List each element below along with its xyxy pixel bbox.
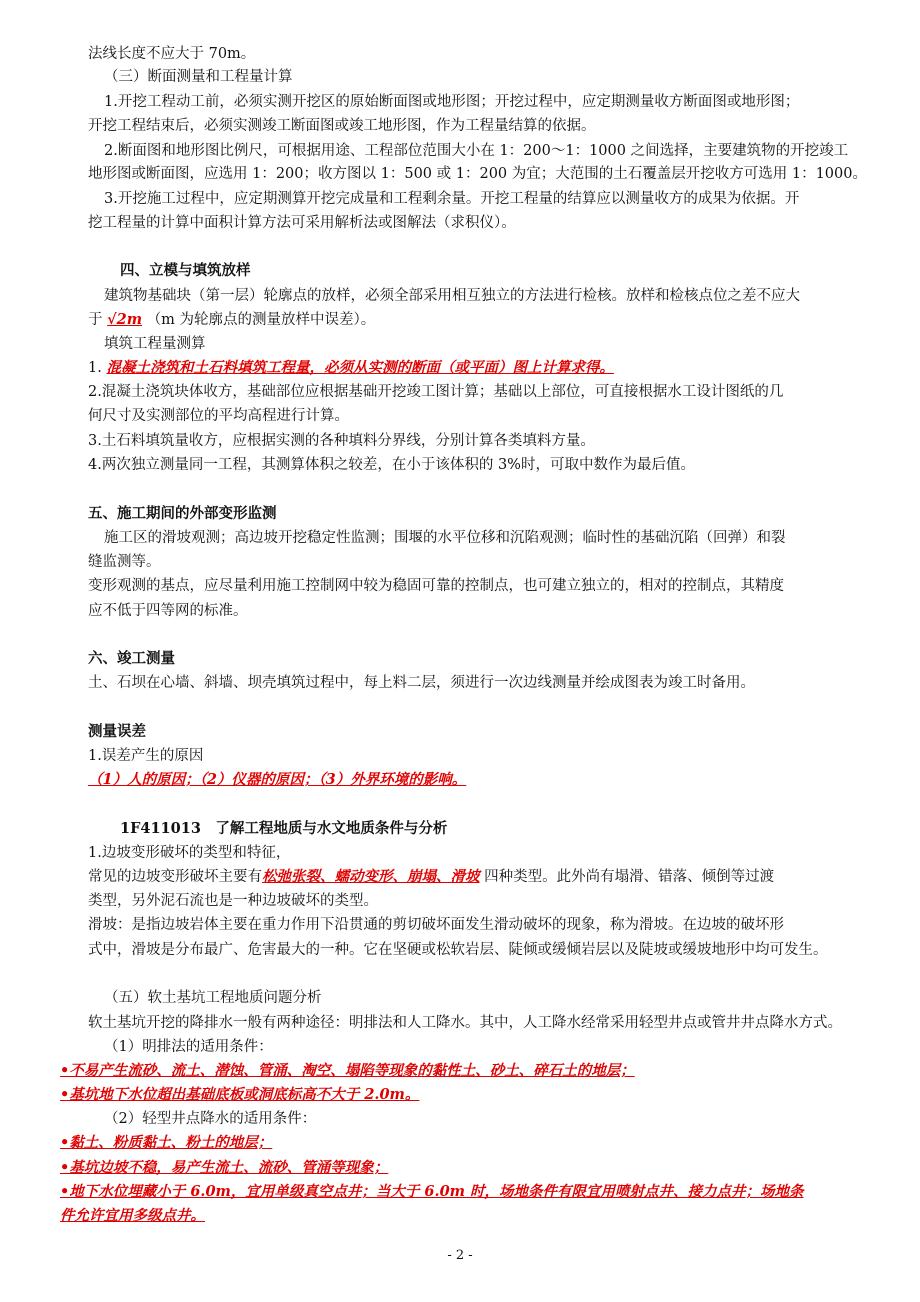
text-line: 挖工程量的计算中面积计算方法可采用解析法或图解法（求积仪）。	[88, 215, 516, 231]
highlight-bullet: •基坑边坡不稳，易产生流土、流砂、管涌等现象；	[60, 1159, 389, 1176]
text-fragment: （m 为轮廓点的测量放样中误差）。	[146, 312, 376, 328]
section-heading: 六、竣工测量	[88, 650, 175, 667]
text-line: 变形观测的基点，应尽量利用施工控制网中较为稳固可靠的控制点，也可建立独立的，相对的控制点，其精度	[88, 578, 784, 594]
highlight-bullet: •基坑地下水位超出基础底板或洞底标高不大于 2.0m。	[60, 1086, 420, 1103]
text-fragment: 四种类型。此外尚有塌滑、错落、倾倒等过渡	[484, 869, 775, 885]
text-line: 应不低于四等网的标准。	[88, 603, 248, 619]
text-line	[88, 357, 614, 379]
text-line: 3.土石料填筑量收方，应根据实测的各种填料分界线，分别计算各类填料方量。	[88, 433, 595, 449]
section-heading: 五、施工期间的外部变形监测	[88, 505, 277, 522]
text-line: 建筑物基础块（第一层）轮廓点的放样，必须全部采用相互独立的方法进行检核。放样和检核点位之差不应大	[104, 288, 800, 304]
text-line: 1.误差产生的原因	[88, 748, 204, 764]
text-line: 3.开挖施工过程中，应定期测算开挖完成量和工程剩余量。开挖工程量的结算应以测量收方的成果为依据。开	[104, 191, 800, 207]
text-line: （1）明排法的适用条件：	[104, 1039, 273, 1055]
section-heading: （五）软土基坑工程地质问题分析	[104, 990, 322, 1006]
text-line: 4.两次独立测量同一工程，其测算体积之较差，在小于该体积的 3%时，可取中数作为最后值。	[88, 457, 695, 473]
text-fragment: 常见的边坡变形破坏主要有	[88, 869, 262, 885]
text-line: 开挖工程结束后，必须实测竣工断面图或竣工地形图，作为工程量结算的依据。	[88, 118, 596, 134]
subheading: 填筑工程量测算	[104, 336, 206, 352]
highlight-formula: √2m	[107, 311, 143, 328]
text-line: 软土基坑开挖的降排水一般有两种途径：明排法和人工降水。其中，人工降水经常采用轻型井点或管井井点降水方式。	[88, 1015, 842, 1031]
section-heading: 1F411013 了解工程地质与水文地质条件与分析	[120, 820, 448, 837]
section-heading: （三）断面测量和工程量计算	[104, 69, 293, 85]
text-line: 1.开挖工程动工前，必须实测开挖区的原始断面图或地形图；开挖过程中，应定期测量收方断面图或地形图；	[104, 94, 800, 110]
highlight-bullet: •地下水位埋藏小于 6.0m，宜用单级真空点井；当大于 6.0m 时，场地条件有限宜用喷射点井、接力点井；场地条	[60, 1183, 804, 1200]
highlight-text: 松弛张裂、蠕动变形、崩塌、滑坡	[262, 868, 480, 885]
highlight-text: 混凝土浇筑和土石料填筑工程量，必须从实测的断面（或平面）图上计算求得。	[106, 359, 614, 376]
highlight-bullet: •不易产生流砂、流土、潜蚀、管涌、淘空、塌陷等现象的黏性土、砂土、碎石土的地层；	[60, 1062, 635, 1079]
text-line: 2.断面图和地形图比例尺，可根据用途、工程部位范围大小在 1：200～1：1000 之间选择，主要建筑物的开挖竣工	[104, 143, 849, 159]
text-line: 缝监测等。	[88, 554, 161, 570]
section-heading: 四、立模与填筑放样	[120, 262, 251, 279]
text-line: 土、石坝在心墙、斜墙、坝壳填筑过程中，每上料二层，须进行一次边线测量并绘成图表为竣工时备用。	[88, 675, 755, 691]
text-line: 类型，另外泥石流也是一种边坡破坏的类型。	[88, 893, 378, 909]
text-line: 式中，滑坡是分布最广、危害最大的一种。它在坚硬或松软岩层、陡倾或缓倾岩层以及陡坡或缓坡地形中均可发生。	[88, 942, 828, 958]
text-line: 施工区的滑坡观测；高边坡开挖稳定性监测；围堰的水平位移和沉陷观测；临时性的基础沉陷（回弹）和裂	[104, 530, 786, 546]
text-line: 滑坡：是指边坡岩体主要在重力作用下沿贯通的剪切破坏面发生滑动破坏的现象，称为滑坡。在边坡的破坏形	[88, 917, 784, 933]
text-line: （2）轻型井点降水的适用条件：	[104, 1111, 317, 1127]
text-line	[88, 309, 375, 331]
section-heading: 测量误差	[88, 723, 146, 740]
text-fragment: 于	[88, 312, 103, 328]
highlight-bullet: •黏土、粉质黏土、粉土的地层；	[60, 1134, 273, 1151]
highlight-bullet: 件允许宜用多级点井。	[60, 1207, 205, 1224]
text-line: 2.混凝土浇筑块体收方，基础部位应根据基础开挖竣工图计算；基础以上部位，可直接根据水工设计图纸的几	[88, 384, 784, 400]
text-line: 1.边坡变形破坏的类型和特征，	[88, 845, 291, 861]
list-number: 1.	[88, 360, 102, 376]
text-line: 地形图或断面图，应选用 1：200；收方图以 1：500 或 1：200 为宜；大范围的土石覆盖层开挖收方可选用 1：1000。	[88, 166, 867, 182]
highlight-text: （1）人的原因；（2）仪器的原因；（3）外界环境的影响。	[88, 771, 467, 788]
text-line	[88, 866, 774, 888]
text-line: 何尺寸及实测部位的平均高程进行计算。	[88, 408, 349, 424]
text-line: 法线长度不应大于 70m。	[88, 46, 256, 62]
page-number: - 2 -	[447, 1248, 473, 1263]
